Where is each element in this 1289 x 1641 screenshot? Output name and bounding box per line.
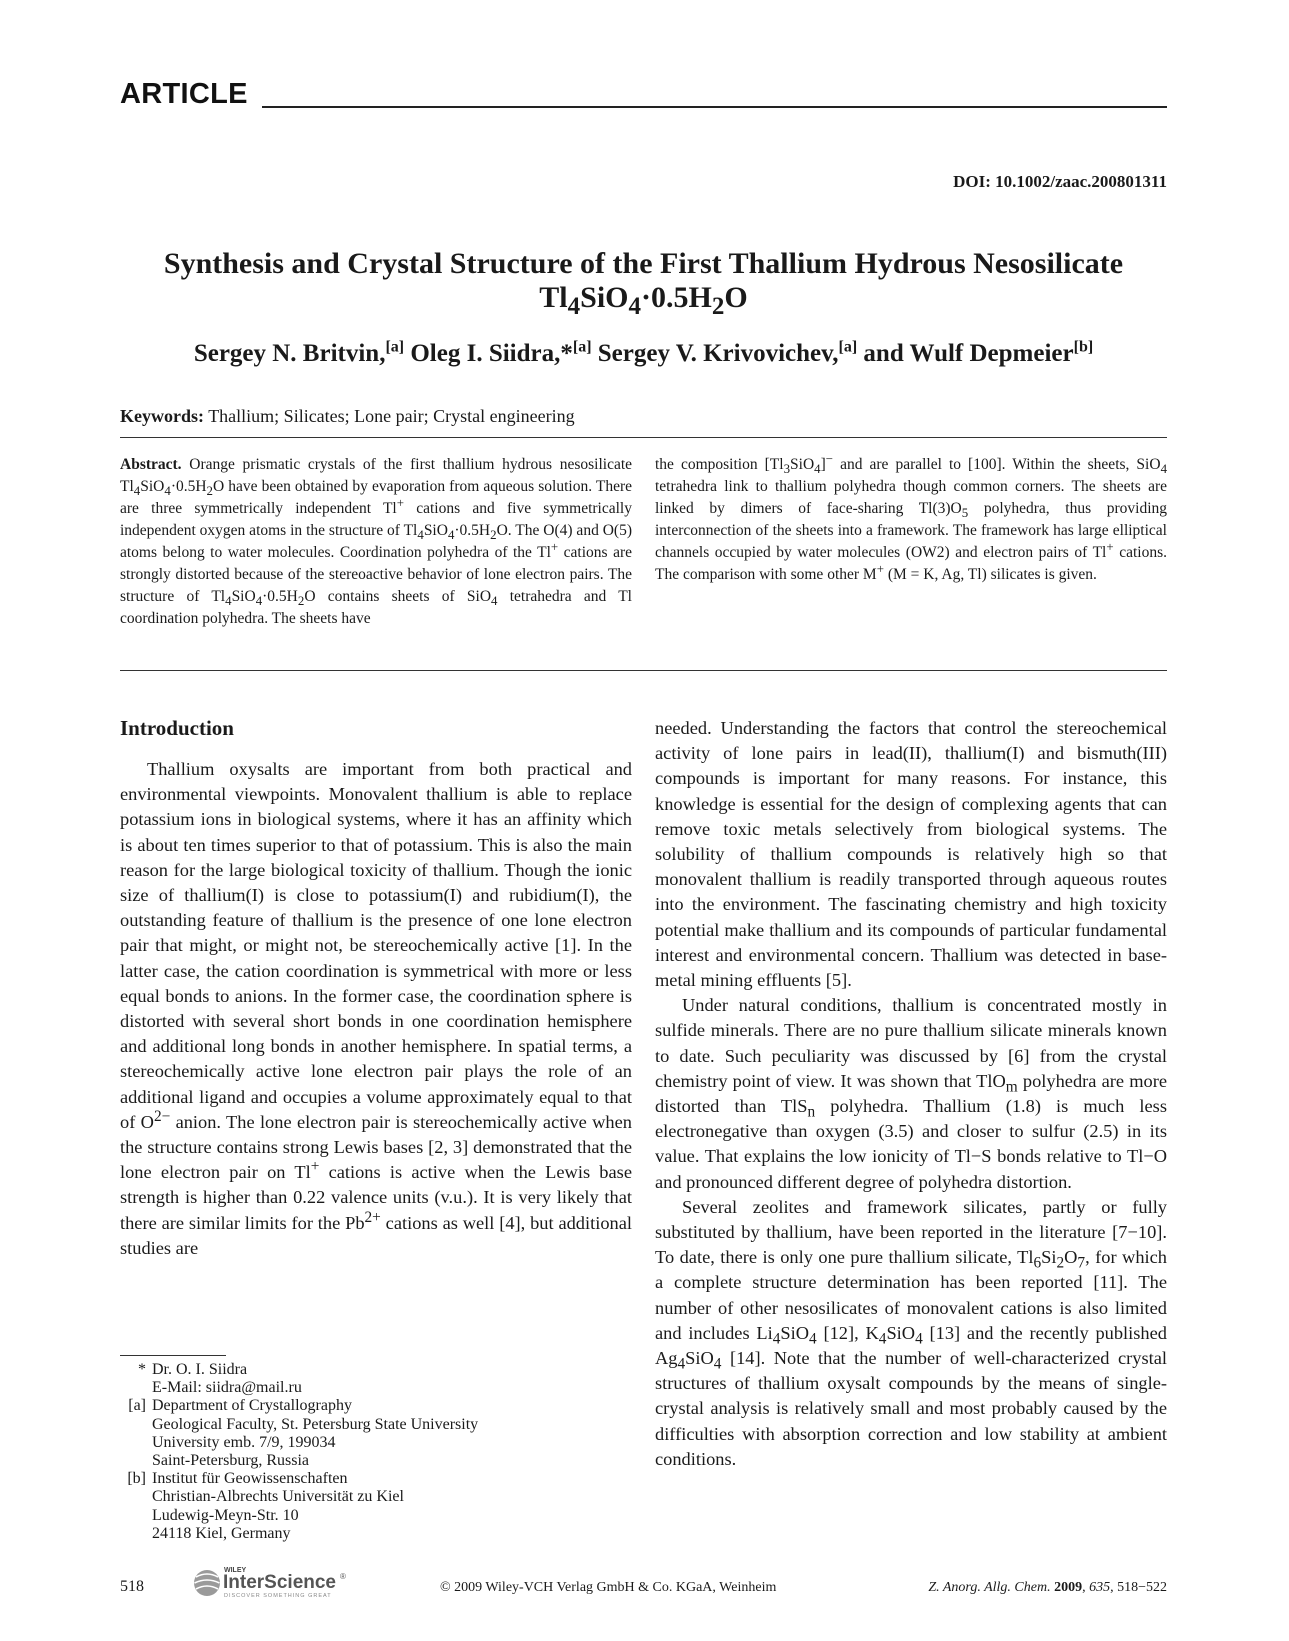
author: and Wulf Depmeier[b] — [863, 338, 1094, 367]
abstract-left-column — [120, 454, 632, 630]
page-number: 518 — [120, 1578, 144, 1595]
paragraph: Thallium oxysalts are important from both practical and environmental viewpoints. Monovalent thallium is able to replace potassium ions in biological systems, where it has an affinity which is about ten times superior to that of potassium. This is also the main reason for the large biological toxicity of thallium. Though the ionic size of thallium(I) is close to potassium(I) and rubidium(I), the outstanding feature of thallium is the presence of one lone electron pair that might, or might not, be stereochemically active [1]. In the latter case, the cation coordination is symmetrical with more or less equal bonds to anions. In the former case, the coordination sphere is distorted with several short bonds in one coordination hemisphere and additional long bonds in another hemisphere. In spatial terms, a stereochemically active lone electron pair plays the role of an additional ligand and occupies a volume approximately equal to that of $O^{2-}$ anion. The lone electron pair is stereochemically active when the structure contains strong Lewis bases [2, 3] demonstrated that the lone electron pair on Tl+ cations is active when the Lewis base strength is higher than 0.22 valence units (v.u.). It is very likely that there are similar limits for the $Pb^{2+}$ cations as well [4], but additional studies are — [120, 759, 632, 1258]
keywords-label: Keywords: — [120, 406, 204, 426]
footnotes — [120, 1361, 478, 1543]
footnote-affiliation-a: [a] Department of Crystallography Geological Faculty, St. Petersburg State University University emb. 7/9, 199034 Saint-Petersburg, Russia — [128, 1397, 479, 1470]
abstract-text-left: Orange prismatic crystals of the first thallium hydrous nesosilicate $Tl_4SiO_4\cdot 0.5H_2O$ have been obtained by evaporation from aqueous solution. There are three symmetrically independent Tl+ cations and five symmetrically independent oxygen atoms in the structure of $Tl_4SiO_4\cdot 0.5H_2O$. The O(4) and O(5) atoms belong to water molecules. Coordination polyhedra of the Tl+ cations are strongly distorted because of the stereoactive behavior of lone electron pairs. The structure of $Tl_4SiO_4\cdot 0.5H_2O$ contains sheets of SiO$_4$ tetrahedra and Tl coordination polyhedra. The sheets have — [120, 456, 633, 627]
body-right-column — [655, 716, 1167, 1472]
header-rule — [262, 106, 1167, 108]
author: Sergey V. Krivovichev,[a] — [597, 338, 858, 367]
author: Sergey N. Britvin,[a] — [193, 338, 405, 367]
section-heading-introduction: Introduction — [120, 716, 234, 740]
article-title — [120, 247, 1167, 320]
keywords-text: Thallium; Silicates; Lone pair; Crystal engineering — [208, 406, 575, 426]
abstract-label: Abstract. — [120, 456, 182, 473]
paragraph: Under natural conditions, thallium is concentrated mostly in sulfide minerals. There are no pure thallium silicate minerals known to date. Such peculiarity was discussed by [6] from the crystal chemistry point of view. It was shown that TlO$_m$ polyhedra are more distorted than TlS$_n$ polyhedra. Thallium (1.8) is much less electronegative than oxygen (3.5) and closer to sulfur (2.5) in its value. That explains the low ionicity of Tl−S bonds relative to Tl−O and pronounced different degree of polyhedra distortion. — [655, 995, 1167, 1192]
abstract-right-column: the composition $[Tl_3SiO_4]^-$ and are parallel to [100]. Within the sheets, SiO$_4$ tetrahedra link to thallium polyhedra though common corners. The sheets are linked by dimers of face-sharing $Tl(3)O_5$ polyhedra, thus providing interconnection of the sheets into a framework. The framework has large elliptical channels occupied by water molecules (OW2) and electron pairs of Tl+ cations. The comparison with some other M+ (M = K, Ag, Tl) silicates is given. — [655, 450, 1168, 583]
interscience-logo — [190, 1563, 360, 1601]
svg-text:®: ® — [340, 1572, 346, 1581]
footnote-rule — [120, 1355, 226, 1356]
footnote-affiliation-b: [b] Institut für Geowissenschaften Christian-Albrechts Universität zu Kiel Ludewig-Meyn-Str. 10 24118 Kiel, Germany — [127, 1470, 404, 1542]
paragraph: Several zeolites and framework silicates, partly or fully substituted by thallium, have been reported in the literature [7−10]. To date, there is only one pure thallium silicate, $Tl_6Si_2O_7$, for which a complete structure determination has been reported [11]. The number of other nesosilicates of monovalent cations is also limited and includes $Li_4SiO_4$ [12], $K_4SiO_4$ [13] and the recently published $Ag_4SiO_4$ [14]. Note that the number of well-characterized crystal structures of thallium oxysalt compounds by the means of single-crystal analysis is relatively small and most probably caused by the difficulties with absorption correction and low stability at ambient conditions. — [655, 1196, 1167, 1469]
doi[interactable]: DOI: 10.1002/zaac.200801311 — [953, 172, 1167, 191]
section-label: ARTICLE — [120, 78, 248, 110]
abstract-top-rule — [120, 437, 1167, 438]
svg-text:WILEY: WILEY — [224, 1567, 247, 1574]
journal-citation: Z. Anorg. Allg. Chem. 2009, 635, 518−522 — [928, 1580, 1167, 1595]
svg-text:DISCOVER SOMETHING GREAT: DISCOVER SOMETHING GREAT — [224, 1593, 332, 1599]
paragraph: needed. Understanding the factors that control the stereochemical activity of lone pairs in lead(II), thallium(I) and bismuth(III) compounds is important for many reasons. For instance, this knowledge is essential for the design of complexing agents that can remove toxic metals selectively from biological systems. The solubility of thallium compounds is relatively high so that monovalent thallium is readily transported through aqueous routes into the environment. The fascinating chemistry and high toxicity potential make thallium and its compounds of particular fundamental interest and environmental concern. Thallium was detected in base-metal mining effluents [5]. — [655, 718, 1167, 991]
globe-icon — [194, 1570, 220, 1596]
title-formula: $Tl_4SiO_4\cdot 0.5H_2O$ — [539, 281, 748, 320]
svg-text:InterScience: InterScience — [223, 1572, 336, 1593]
author-list — [120, 340, 1167, 368]
author: Oleg I. Siidra,*[a] — [410, 338, 592, 367]
footnote-corresponding: * Dr. O. I. Siidra E-Mail: siidra@mail.ru — [138, 1361, 302, 1397]
copyright: © 2009 Wiley-VCH Verlag GmbH & Co. KGaA, Weinheim — [440, 1580, 777, 1595]
abstract-bottom-rule — [120, 670, 1167, 671]
title-line-1: Synthesis and Crystal Structure of the First Thallium Hydrous Nesosilicate — [163, 247, 1124, 280]
body-left-column — [120, 757, 632, 1261]
keywords — [120, 406, 575, 427]
